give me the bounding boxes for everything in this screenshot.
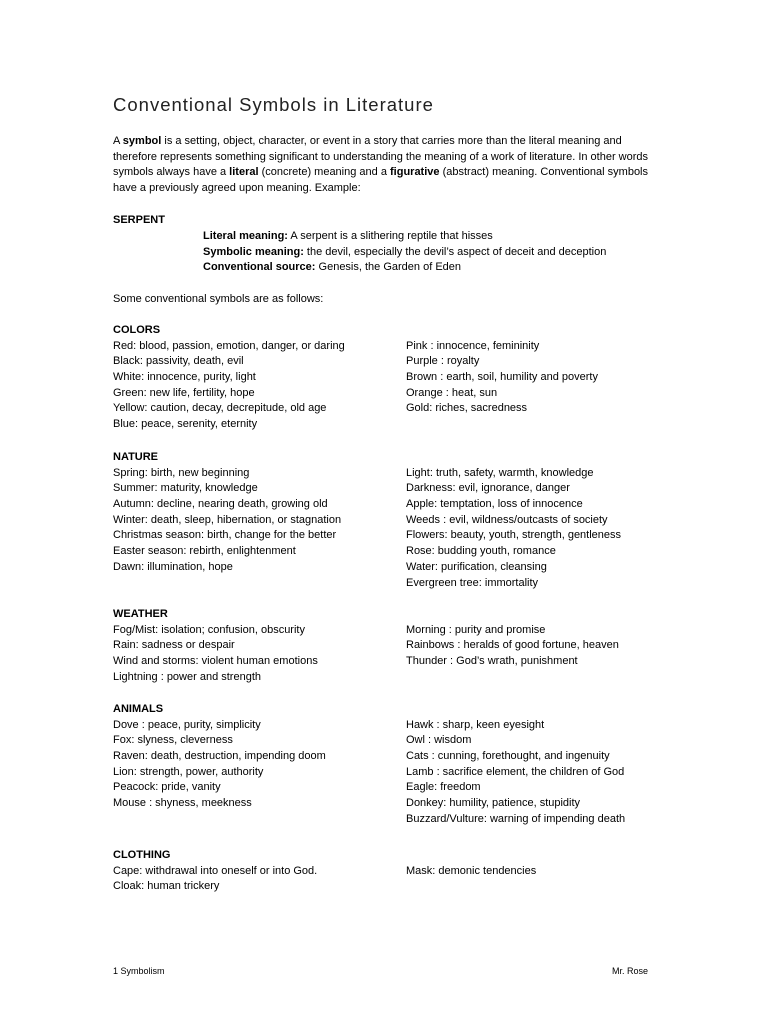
symbol-entry: Lightning : power and strength <box>113 670 261 683</box>
symbol-entry: Brown : earth, soil, humility and poverty <box>406 371 598 384</box>
symbol-entry: Thunder : God’s wrath, punishment <box>406 655 578 668</box>
section-heading: COLORS <box>113 324 161 336</box>
right-column <box>406 466 666 592</box>
intro-paragraph <box>113 134 658 197</box>
symbol-entry: Water: purification, cleansing <box>406 560 547 573</box>
symbol-entry: Peacock: pride, vanity <box>113 781 221 794</box>
symbol-entry: Wind and storms: violent human emotions <box>113 655 318 668</box>
footer-author: Mr. Rose <box>612 966 649 976</box>
symbol-entry: Winter: death, sleep, hibernation, or stagnation <box>113 513 342 526</box>
symbol-entry: Raven: death, destruction, impending doom <box>113 750 326 763</box>
intro-term-literal: literal <box>229 166 259 179</box>
symbol-entry: Dove : peace, purity, simplicity <box>113 718 261 731</box>
symbol-entry: Flowers: beauty, youth, strength, gentleness <box>406 529 622 542</box>
symbolic-meaning-value: the devil, especially the devil’s aspect of deceit and deception <box>303 245 607 258</box>
symbol-entry: Dawn: illumination, hope <box>113 560 233 573</box>
symbol-entry: Buzzard/Vulture: warning of impending death <box>406 812 626 825</box>
symbols-lead-text: Some conventional symbols are as follows: <box>113 293 324 305</box>
symbol-entry: Purple : royalty <box>406 355 480 368</box>
conventional-source-value: Genesis, the Garden of Eden <box>315 261 462 274</box>
symbol-entry: White: innocence, purity, light <box>113 371 256 384</box>
section-nature <box>113 450 658 589</box>
symbol-entry: Easter season: rebirth, enlightenment <box>113 545 296 558</box>
section-colors <box>113 323 658 431</box>
symbol-entry: Evergreen tree: immortality <box>406 576 539 589</box>
intro-text-2: is a setting, object, character, or event in a story that carries more than the literal meaning and therefore represents something significant to understanding the meaning of a work of literature. In other words symbols always have a <box>113 135 649 179</box>
section-animals <box>113 702 658 825</box>
right-column <box>406 864 666 880</box>
intro-term-symbol: symbol <box>122 135 162 147</box>
symbol-entry: Green: new life, fertility, hope <box>113 386 255 399</box>
conventional-source-line <box>203 260 643 276</box>
symbol-entry: Hawk : sharp, keen eyesight <box>406 718 545 731</box>
symbol-entry: Donkey: humility, patience, stupidity <box>406 797 581 810</box>
conventional-source-label: Conventional source: <box>203 261 316 274</box>
serpent-example <box>203 229 643 276</box>
left-column <box>113 339 403 433</box>
right-column <box>406 718 666 828</box>
section-heading: NATURE <box>113 451 159 463</box>
section-weather <box>113 607 658 683</box>
symbol-entry: Morning : purity and promise <box>406 623 546 636</box>
symbol-entry: Darkness: evil, ignorance, danger <box>406 482 570 495</box>
intro-text-4: (abstract) meaning. Conventional symbols have a previously agreed upon meaning. Example: <box>113 166 648 195</box>
symbol-entry: Rainbows : heralds of good fortune, heaven <box>406 639 619 652</box>
section-clothing <box>113 848 658 893</box>
left-column <box>113 466 403 576</box>
right-column <box>406 339 666 417</box>
symbol-entry: Pink : innocence, femininity <box>406 339 540 352</box>
symbol-entry: Rain: sadness or despair <box>113 639 235 652</box>
left-column <box>113 864 403 895</box>
symbol-entry: Gold: riches, sacredness <box>406 402 528 415</box>
symbol-entry: Apple: temptation, loss of innocence <box>406 498 583 511</box>
symbol-entry: Lamb : sacrifice element, the children of God <box>406 765 625 778</box>
left-column <box>113 718 403 812</box>
symbol-entry: Summer: maturity, knowledge <box>113 482 258 495</box>
symbol-entry: Light: truth, safety, warmth, knowledge <box>406 466 594 479</box>
symbol-entry: Eagle: freedom <box>406 781 481 794</box>
symbol-entry: Orange : heat, sun <box>406 386 498 399</box>
symbol-entry: Blue: peace, serenity, eternity <box>113 418 258 431</box>
symbol-entry: Mouse : shyness, meekness <box>113 797 252 810</box>
page-title: Conventional Symbols in Literature <box>113 94 434 115</box>
right-column <box>406 623 666 670</box>
intro-text-3: (concrete) meaning and a <box>258 166 390 179</box>
footer-page-label: 1 Symbolism <box>113 966 165 976</box>
intro-term-figurative: figurative <box>390 166 440 179</box>
symbol-entry: Black: passivity, death, evil <box>113 355 244 368</box>
left-column <box>113 623 403 686</box>
literal-meaning-line <box>203 229 643 245</box>
symbol-entry: Weeds : evil, wildness/outcasts of society <box>406 513 608 526</box>
symbolic-meaning-label: Symbolic meaning: <box>203 245 304 258</box>
symbol-entry: Lion: strength, power, authority <box>113 765 264 778</box>
symbolic-meaning-line <box>203 245 643 261</box>
section-heading: ANIMALS <box>113 703 164 715</box>
symbol-entry: Owl : wisdom <box>406 734 472 747</box>
intro-text-1: A <box>113 135 123 147</box>
symbol-entry: Cloak: human trickery <box>113 880 220 893</box>
symbol-entry: Spring: birth, new beginning <box>113 466 250 479</box>
section-heading: CLOTHING <box>113 849 171 861</box>
symbol-entry: Fog/Mist: isolation; confusion, obscurity <box>113 623 305 636</box>
symbol-entry: Autumn: decline, nearing death, growing old <box>113 498 328 511</box>
symbol-entry: Cape: withdrawal into oneself or into God. <box>113 864 318 877</box>
symbol-entry: Yellow: caution, decay, decrepitude, old age <box>113 402 327 415</box>
literal-meaning-label: Literal meaning: <box>203 230 288 242</box>
symbol-entry: Cats : cunning, forethought, and ingenuity <box>406 750 610 763</box>
symbol-entry: Fox: slyness, cleverness <box>113 734 233 747</box>
section-heading: WEATHER <box>113 608 168 620</box>
symbol-entry: Rose: budding youth, romance <box>406 545 556 558</box>
symbol-entry: Mask: demonic tendencies <box>406 864 537 877</box>
literal-meaning-value: A serpent is a slithering reptile that hisses <box>287 230 493 242</box>
symbol-entry: Christmas season: birth, change for the better <box>113 529 337 542</box>
symbol-entry: Red: blood, passion, emotion, danger, or daring <box>113 339 345 352</box>
serpent-heading: SERPENT <box>113 214 165 226</box>
